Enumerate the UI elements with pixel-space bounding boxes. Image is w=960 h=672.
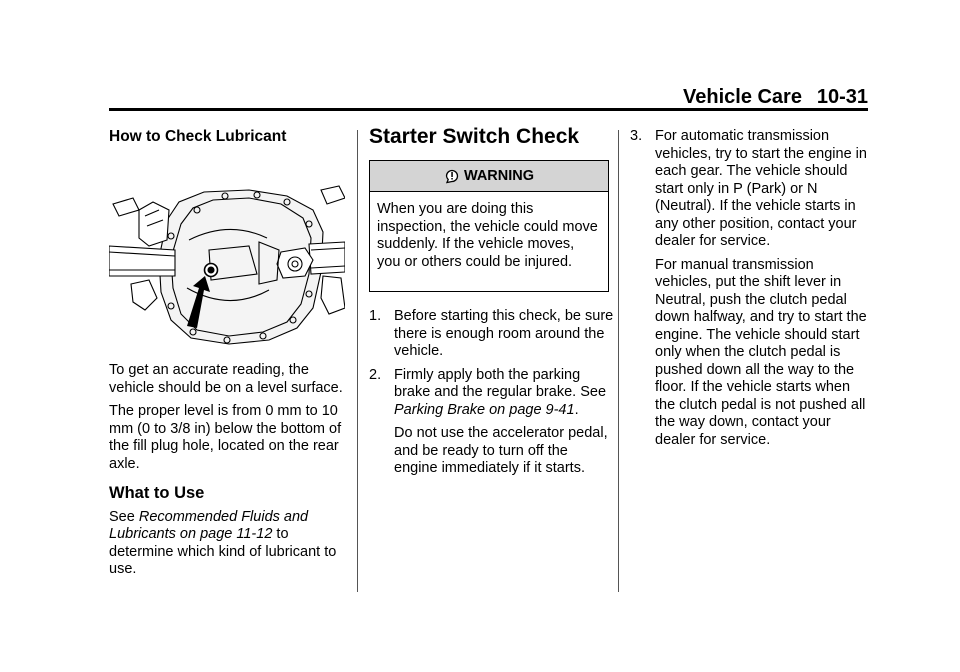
column-2 [369,125,614,152]
list-item [369,367,614,478]
column-divider [357,130,358,592]
warning-text: When you are doing this inspection, the vehicle could move suddenly. If the vehicle moves, you or others could be injured. [377,201,598,270]
step-subtext: Do not use the accelerator pedal, and be ready to turn off the engine immediately if it starts. [394,425,608,476]
page-number: 10-31 [816,86,868,108]
step-number: 3. [630,128,643,144]
fluids-reference-link[interactable]: Recommended Fluids and Lubricants on page 11-12 [109,508,309,542]
step-text: Firmly apply both the parking brake and the regular brake. [394,366,581,400]
what-to-use-heading: What to Use [109,484,205,502]
step-text: Before starting this check, be sure there is enough room around the vehicle. [394,308,614,359]
column-1-body [109,362,349,585]
rear-axle-illustration [109,180,345,352]
fill-level-paragraph: The proper level is from 0 mm to 10 mm (0 to 3/8 in) below the bottom of the fill plug hole, located on the rear axle. [109,403,342,472]
what-to-use-paragraph [109,509,349,579]
section-title: Vehicle Care [683,86,802,108]
warning-header [370,161,608,192]
list-item [630,128,870,449]
column-divider [618,130,619,592]
column-1 [109,128,349,152]
period: . [574,401,579,418]
warning-icon [444,168,460,184]
step-number: 1. [369,308,382,324]
column-3 [630,128,870,455]
parking-brake-link[interactable]: Parking Brake on page 9-41 [394,401,575,418]
see-text: See [580,384,607,400]
header-rule [109,108,868,111]
warning-label: WARNING [463,168,535,184]
what-to-use-tail: to determine which kind of lubricant to use. [109,526,337,577]
column-2-steps [369,308,614,484]
see-text: See [109,508,135,525]
starter-switch-heading: Starter Switch Check [369,125,580,148]
step-subtext: For manual transmission vehicles, put the shift lever in Neutral, push the clutch pedal down halfway, and try to start the engine. The vehicle should start only when the clutch pedal is pushed down all the way to the floor. If the vehicle starts when the clutch pedal is not pushed all the way down, contact your dealer for service. [655,256,867,448]
level-paragraph: To get an accurate reading, the vehicle should be on a level surface. [109,362,343,396]
step-text: For automatic transmission vehicles, try to start the engine in each gear. The vehicle should start only in P (Park) or N (Neutral). If the vehicle starts in any other position, contact your dealer for service. [655,128,867,249]
list-item [369,308,614,361]
step-number: 2. [369,366,382,383]
lubricant-heading: How to Check Lubricant [109,128,287,145]
warning-box [369,160,609,292]
